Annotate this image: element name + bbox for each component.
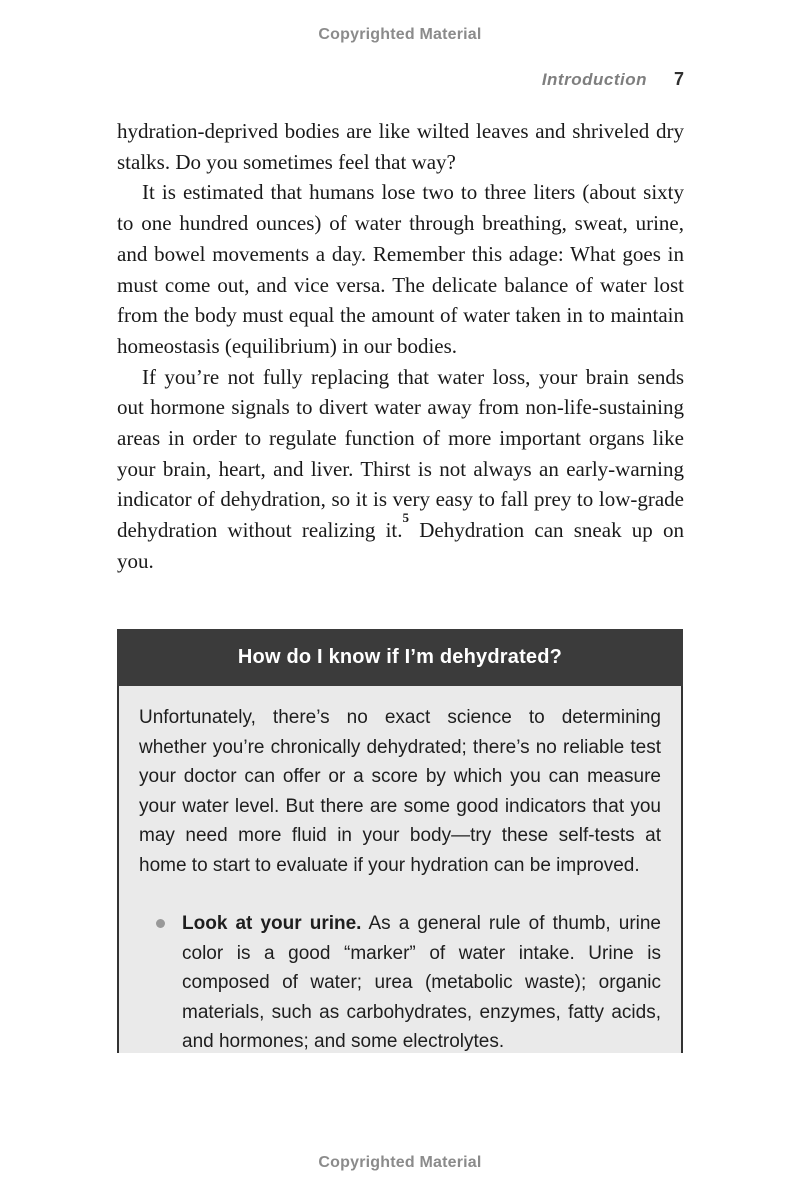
copyright-notice-top: Copyrighted Material <box>318 26 482 43</box>
callout-bullet-list <box>139 909 661 1053</box>
bullet-icon <box>156 919 165 928</box>
paragraph-3-text: If you’re not fully replacing that water loss, your brain sends out hormone signals to divert water away from non-life-sustaining areas in order to regulate function of more important organs like your brain, heart, and liver. Thirst is not always an early-warning indicator of dehydration, so it is very easy to fall prey to low-grade dehydration without realizing it. <box>117 364 684 543</box>
page-number: 7 <box>673 69 684 89</box>
callout-box-header <box>117 629 683 686</box>
callout-intro-paragraph: Unfortunately, there’s no exact science to determining whether you’re chronically dehydrated; there’s no reliable test your doctor can offer or a score by which you can measure your water level. But there are some good indicators that you may need more fluid in your body—try these self-tests at home to start to evaluate if your hydration can be improved. <box>139 707 661 876</box>
running-header <box>117 69 684 90</box>
bullet-lead: Look at your urine. <box>182 913 362 934</box>
bullet-text: As a general rule of thumb, urine color is a good “marker” of water intake. Urine is composed of water; urea (metabolic waste); organic materials, such as carbohydrates, enzymes, fatty acids, and hormones; and some electrolytes. <box>182 913 661 1052</box>
paragraph-2: It is estimated that humans lose two to three liters (about sixty to one hundred ounces) of water through breathing, sweat, urine, and bowel movements a day. Remember this adage: What goes in must come out, and vice versa. The delicate balance of water lost from the body must equal the amount of water taken in to maintain homeostasis (equilibrium) in our bodies. <box>117 180 684 358</box>
chapter-title: Introduction <box>541 70 647 89</box>
paragraph-3-continuation: Dehydration can sneak up on you. <box>117 518 684 573</box>
body-text <box>117 116 684 577</box>
footnote-reference-5: 5 <box>402 510 409 526</box>
list-item <box>139 909 661 1053</box>
callout-box <box>117 629 683 1053</box>
callout-box-title: How do I know if I’m dehydrated? <box>237 646 563 668</box>
copyright-notice-bottom: Copyrighted Material <box>318 1154 482 1171</box>
paragraph-1: hydration-deprived bodies are like wilted leaves and shriveled dry stalks. Do you sometimes feel that way? <box>117 119 684 174</box>
paragraph-3 <box>117 362 684 577</box>
callout-box-body <box>117 686 683 1053</box>
